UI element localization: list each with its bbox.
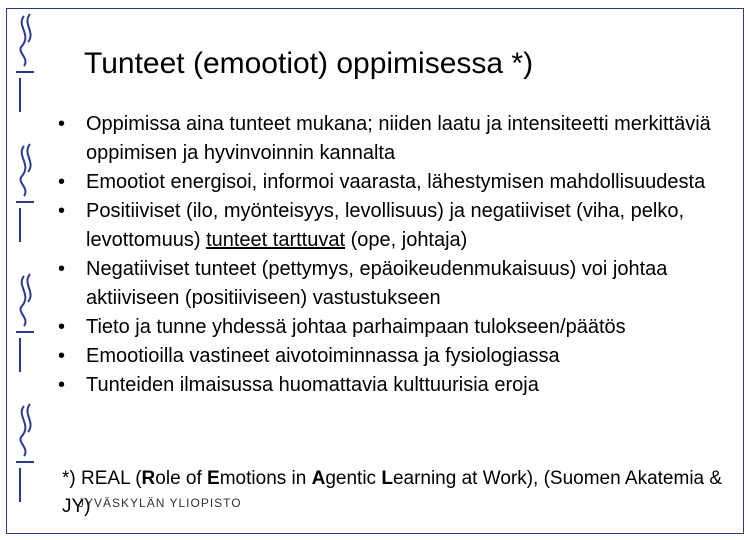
- list-item: [58, 255, 748, 313]
- footnote-text: ole of: [155, 468, 208, 489]
- footnote-text: gentic: [325, 468, 382, 489]
- bullet-text-part: (ope, johtaja): [345, 229, 468, 251]
- bullet-marker: •: [58, 171, 66, 193]
- university-name: JYVÄSKYLÄN YLIOPISTO: [78, 496, 242, 510]
- bullet-marker: •: [58, 316, 66, 338]
- slide-title: Tunteet (emootiot) oppimisessa *): [84, 47, 534, 80]
- university-logo-strip: [10, 12, 40, 512]
- acronym-letter: A: [311, 468, 326, 489]
- footnote-text: motions in: [219, 468, 312, 489]
- bullet-marker: •: [58, 374, 66, 396]
- list-item: [58, 168, 748, 197]
- bullet-text-part: Positiiviset (ilo, myönteisyys, levollisuus) ja negatiiviset (viha, pelko, levottomuus): [86, 200, 685, 251]
- logo-pattern-icon: [10, 12, 40, 512]
- acronym-letter: L: [381, 468, 393, 489]
- bullet-text: Tunteiden ilmaisussa huomattavia kulttuurisia eroja: [86, 374, 539, 396]
- bullet-marker: •: [58, 200, 66, 222]
- list-item: [58, 342, 748, 371]
- bullet-text: [86, 200, 684, 251]
- footnote-prefix: *) REAL (: [62, 468, 142, 489]
- underlined-phrase: tunteet tarttuvat: [206, 229, 346, 251]
- list-item: [58, 197, 748, 255]
- acronym-letter: R: [141, 468, 156, 489]
- list-item: [58, 313, 748, 342]
- footnote: [62, 465, 742, 521]
- bullet-marker: •: [58, 258, 66, 280]
- bullet-text: Tieto ja tunne yhdessä johtaa parhaimpaan tulokseen/päätös: [86, 316, 626, 338]
- list-item: [58, 371, 748, 400]
- bullet-text: Emootiot energisoi, informoi vaarasta, lähestymisen mahdollisuudesta: [86, 171, 706, 193]
- footnote-text: earning at Work), (Suomen Akatemia & JY): [62, 468, 723, 517]
- bullet-list: [58, 110, 748, 400]
- bullet-marker: •: [58, 113, 66, 135]
- list-item: [58, 110, 748, 168]
- bullet-text: Oppimissa aina tunteet mukana; niiden laatu ja intensiteetti merkittäviä oppimisen ja hyvinvoinnin kannalta: [86, 113, 711, 164]
- acronym-letter: E: [207, 468, 220, 489]
- bullet-marker: •: [58, 345, 66, 367]
- bullet-text: Negatiiviset tunteet (pettymys, epäoikeudenmukaisuus) voi johtaa aktiiviseen (positiiviseen) vastustukseen: [86, 258, 668, 309]
- bullet-text: Emootioilla vastineet aivotoiminnassa ja fysiologiassa: [86, 345, 560, 367]
